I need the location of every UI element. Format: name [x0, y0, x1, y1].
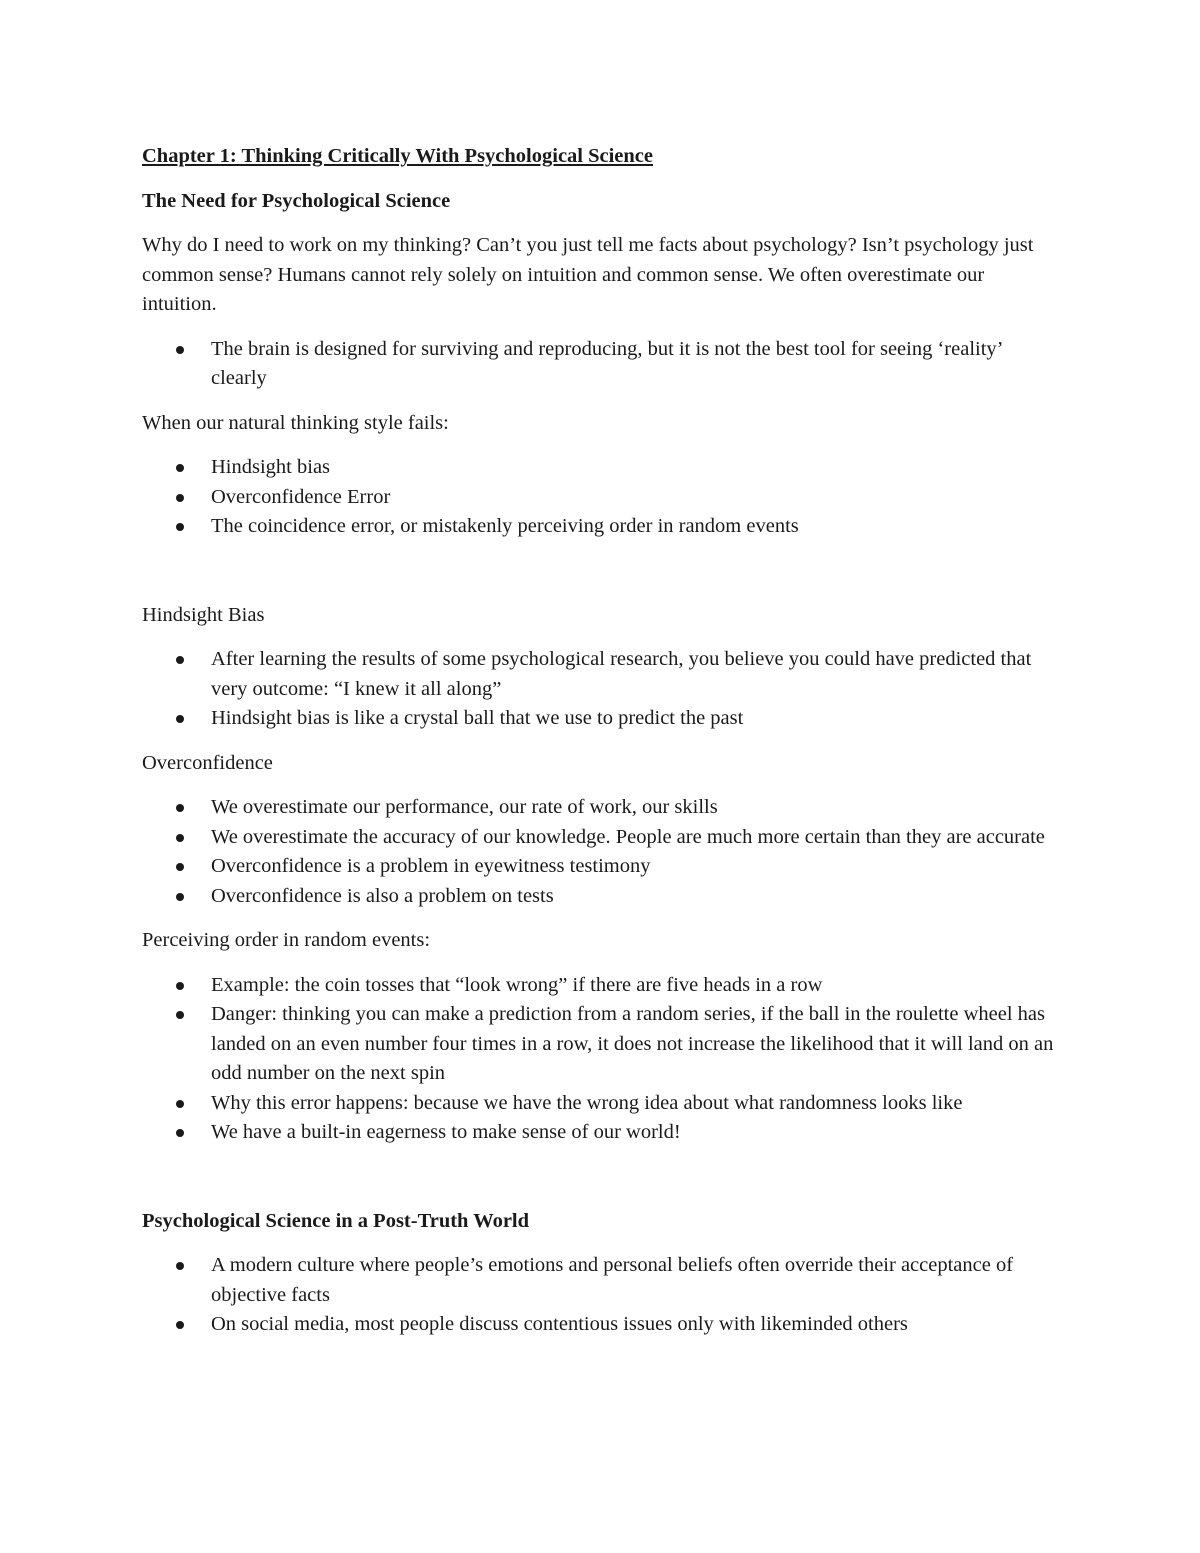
bullet-icon [176, 464, 184, 472]
list-item [142, 852, 1062, 882]
list-item-text: Example: the coin tosses that “look wrong” if there are five heads in a row [211, 973, 823, 996]
list-item [142, 1089, 1062, 1119]
chapter-title: Chapter 1: Thinking Critically With Psychological Science [142, 145, 654, 167]
post-truth-bullet-list [142, 1251, 1062, 1340]
bullet-icon [176, 804, 184, 812]
list-item-text: Danger: thinking you can make a prediction from a random series, if the ball in the roulette wheel has landed on an even number four times in a row, it does not increase the likelihood that it will land on an odd number on the next spin [211, 1003, 1054, 1084]
hindsight-label: Hindsight Bias [142, 603, 265, 626]
document-page [142, 142, 1062, 1355]
list-item-text: We overestimate our performance, our rate of work, our skills [211, 796, 718, 818]
bullet-icon [176, 863, 184, 871]
list-item [142, 1118, 1062, 1148]
bullet-icon [176, 1129, 184, 1137]
list-item [142, 823, 1062, 853]
bullet-icon [176, 1262, 184, 1270]
bullet-icon [176, 346, 184, 354]
fails-bullet-list [142, 453, 1062, 542]
list-item-text: The coincidence error, or mistakenly perceiving order in random events [211, 515, 799, 537]
bullet-icon [176, 494, 184, 502]
brain-bullet-list [142, 335, 1062, 394]
list-item-text: Why this error happens: because we have the wrong idea about what randomness looks like [211, 1091, 963, 1114]
spacer [142, 557, 1062, 601]
bullet-icon [176, 715, 184, 723]
list-item [142, 645, 1062, 704]
list-item-text: The brain is designed for surviving and reproducing, but it is not the best tool for seeing ‘reality’ clearly [211, 337, 1002, 389]
list-item-text: Hindsight bias is like a crystal ball that we use to predict the past [211, 707, 744, 729]
overconfidence-bullet-list [142, 793, 1062, 911]
list-item [142, 453, 1062, 483]
section-heading-need: The Need for Psychological Science [142, 189, 451, 212]
list-item-text: Overconfidence Error [211, 485, 391, 508]
bullet-icon [176, 656, 184, 664]
list-item [142, 882, 1062, 912]
spacer [142, 1163, 1062, 1207]
list-item-text: Hindsight bias [211, 456, 331, 478]
list-item-text: Overconfidence is a problem in eyewitness testimony [211, 855, 651, 877]
bullet-icon [176, 1100, 184, 1108]
list-item [142, 971, 1062, 1001]
hindsight-bullet-list [142, 645, 1062, 734]
list-item-text: We have a built-in eagerness to make sense of our world! [211, 1121, 681, 1143]
fails-label: When our natural thinking style fails: [142, 411, 449, 434]
list-item-text: Overconfidence is also a problem on tests [211, 884, 554, 907]
list-item [142, 793, 1062, 823]
list-item-text: A modern culture where people’s emotions and personal beliefs often override their acceptance of objective facts [211, 1254, 1014, 1306]
bullet-icon [176, 982, 184, 990]
intro-paragraph: Why do I need to work on my thinking? Can’t you just tell me facts about psychology? Isn’t psychology just common sense? Humans cannot rely solely on intuition and common sense. We often overestimate our intuition. [142, 234, 1034, 315]
bullet-icon [176, 1321, 184, 1329]
random-events-label: Perceiving order in random events: [142, 929, 431, 951]
random-events-bullet-list [142, 971, 1062, 1148]
list-item [142, 1251, 1062, 1310]
bullet-icon [176, 893, 184, 901]
section-heading-post-truth: Psychological Science in a Post-Truth World [142, 1209, 530, 1232]
list-item [142, 704, 1062, 734]
list-item [142, 512, 1062, 542]
list-item-text: On social media, most people discuss contentious issues only with likeminded others [211, 1313, 908, 1335]
bullet-icon [176, 1011, 184, 1019]
list-item [142, 1000, 1062, 1089]
list-item-text: We overestimate the accuracy of our knowledge. People are much more certain than they are accurate [211, 825, 1045, 848]
bullet-icon [176, 523, 184, 531]
list-item [142, 483, 1062, 513]
overconfidence-label: Overconfidence [142, 751, 273, 774]
bullet-icon [176, 834, 184, 842]
list-item [142, 335, 1062, 394]
list-item [142, 1310, 1062, 1340]
list-item-text: After learning the results of some psychological research, you believe you could have predicted that very outcome: “I knew it all along” [211, 648, 1032, 700]
